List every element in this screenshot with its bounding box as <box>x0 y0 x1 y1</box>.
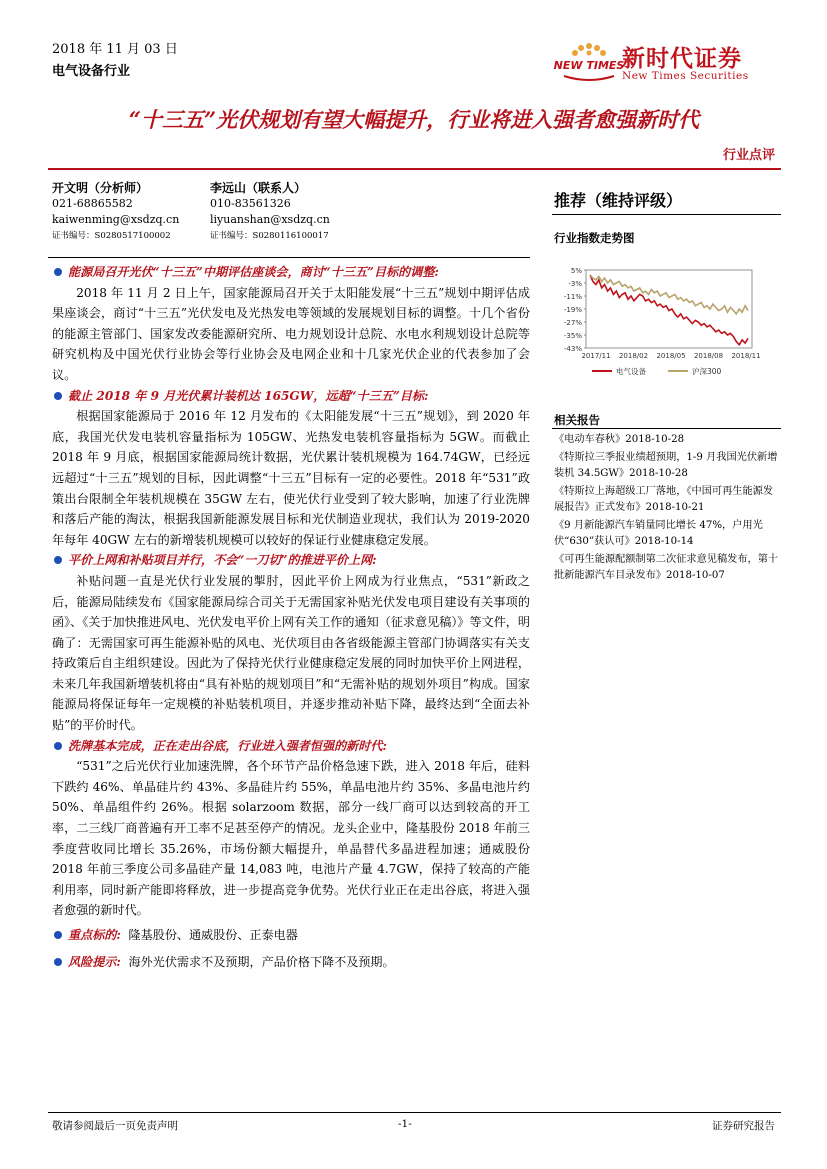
risk-warning-value: 海外光伏需求不及预期，产品价格下降不及预期。 <box>128 954 395 969</box>
y-tick-label: -11% <box>563 293 582 301</box>
logo-cn-text: 新时代证券 <box>622 46 742 72</box>
rating-label: 推荐（维持评级） <box>554 191 683 210</box>
section-paragraph: 补贴问题一直是光伏行业发展的掣肘，因此平价上网成为行业焦点，“531”新政之后，能源局陆续发布《国家能源局综合司关于无需国家补贴光伏发电项目建设有关事项的函》、《关于加快推进风电、光伏发电平价上网有关工作的通知（征求意见稿）》等文件，明确了：无需国家可再生能源补贴的风电、光伏项目由各省级能源主管部门协调落实有关支持政策后自主组织建设。因此为了保持光伏行业健康稳定发展的同时加快平价上网进程，未来几年我国新增装机将由“具有补贴的规划项目”和“无需补贴的规划外项目”构成。国家能源局将保证每年一定规模的补贴装机项目，并逐步推动补贴下降，最终达到“全面去补贴”的平价时代。 <box>52 573 530 733</box>
bullet-icon <box>54 931 62 939</box>
related-reports-title: 相关报告 <box>554 413 600 427</box>
related-reports-list <box>554 432 780 586</box>
bullet-icon <box>54 742 62 750</box>
section-paragraph: 2018 年 11 月 2 日上午，国家能源局召开关于太阳能发展“十三五”规划中期评估成果座谈会，商讨“十三五”光伏发电及光热发电等领域的发展规划目标的调整。十几个省份的能源主管部门、国家发改委能源研究所、电力规划设计总院、水电水利规划设计总院等研究机构及中国光伏行业协会等行业协会及电网企业和十几家光伏企业的代表参加了会议。 <box>52 285 530 382</box>
bullet-icon <box>54 958 62 966</box>
related-report-item[interactable]: 《电动车春秋》2018-10-28 <box>554 434 685 445</box>
legend-label: 电气设备 <box>616 367 646 376</box>
y-tick-label: -43% <box>563 345 582 353</box>
related-report-item[interactable]: 《可再生能源配额制第二次征求意见稿发布，第十批新能源汽车目录发布》2018-10-07 <box>554 554 779 581</box>
analyst-cert: 证书编号：S0280517100002 <box>52 231 171 241</box>
report-body <box>52 262 530 972</box>
bullet-icon <box>54 556 62 564</box>
section-heading-text: 洗牌基本完成，正在走出谷底，行业进入强者恒强的新时代: <box>68 738 387 753</box>
analyst-1 <box>52 180 179 244</box>
section-heading <box>52 262 530 283</box>
analyst-2 <box>210 180 330 244</box>
section-heading-text: 能源局召开光伏“十三五”中期评估座谈会，商讨“十三五”目标的调整: <box>68 265 439 279</box>
x-tick-label: 2017/11 <box>581 352 611 360</box>
analyst-name: 李远山（联系人） <box>210 181 307 195</box>
report-date: 2018 年 11 月 03 日 <box>52 42 178 57</box>
x-tick-label: 2018/02 <box>618 352 649 360</box>
y-tick-label: -27% <box>563 319 582 327</box>
analyst-phone: 010-83561326 <box>210 197 291 210</box>
bullet-icon <box>54 268 62 276</box>
index-chart <box>552 262 782 390</box>
industry-label: 电气设备行业 <box>52 64 131 79</box>
key-stocks-label: 重点标的: <box>68 928 121 942</box>
chart-title: 行业指数走势图 <box>554 231 635 245</box>
title-divider <box>48 168 781 170</box>
bullet-icon <box>54 392 62 400</box>
y-tick-label: -35% <box>563 332 582 340</box>
y-tick-label: 5% <box>570 267 582 275</box>
section-heading <box>52 386 530 407</box>
report-title: “十三五”光伏规划有望大幅提升，行业将进入强者愈强新时代 <box>128 107 700 132</box>
section-heading <box>52 550 530 571</box>
related-report-item[interactable]: 《特斯拉三季报业绩超预期，1-9 月我国光伏新增装机 34.5GW》2018-10-28 <box>554 452 778 479</box>
index-chart-svg <box>552 262 782 390</box>
analyst-name: 开文明（分析师） <box>52 181 149 195</box>
risk-warning <box>52 952 530 973</box>
section-paragraph: 根据国家能源局于 2016 年 12 月发布的《太阳能发展“十三五”规划》，到 2020 年底，我国光伏发电装机容量指标为 105GW、光热发电装机容量指标为 5GW。而截止 2018 年 9 月底，根据国家能源局统计数据，光伏累计装机规模为 164.74GW，已经远远超过“十三五”规划的目标，因此调整“十三五”目标有一定的必要性。2018 年“531”政策出台限制全年装机规模在 35GW 左右，使光伏行业受到了较大影响，加速了行业洗牌和落后产能的淘汰，根据我国新能源发展目标和光伏制造业现状，我们认为 2019-2020 年每年 40GW 左右的新增装机规模可以较好的保证行业健康稳定发展。 <box>52 409 530 547</box>
footer-doc-type: 证券研究报告 <box>712 1120 775 1132</box>
x-tick-label: 2018/05 <box>656 352 686 360</box>
footer-disclaimer[interactable]: 敬请参阅最后一页免责声明 <box>52 1120 178 1132</box>
series-line-electrical-equipment <box>590 275 748 345</box>
risk-warning-label: 风险提示: <box>68 954 121 969</box>
section-heading <box>52 736 530 757</box>
legend-label: 沪深300 <box>692 367 722 376</box>
footer-divider <box>48 1112 781 1113</box>
analyst-cert: 证书编号：S0280116100017 <box>210 231 329 241</box>
rating-divider <box>552 214 781 215</box>
x-tick-label: 2018/11 <box>731 352 761 360</box>
related-reports-divider <box>552 428 781 429</box>
x-tick-label: 2018/08 <box>693 352 724 360</box>
page-number: -1- <box>398 1118 412 1130</box>
y-tick-label: -19% <box>563 306 582 314</box>
key-stocks <box>52 925 530 946</box>
logo-mark-icon <box>553 38 625 88</box>
section-paragraph: “531”之后光伏行业加速洗牌，各个环节产品价格急速下跌，进入 2018 年后，硅料下跌约 46%、单晶硅片约 43%、多晶硅片约 55%，单晶电池片约 35%、多晶电池片约 50%、单晶组件约 26%。根据 solarzoom 数据，部分一线厂商可以达到较高的开工率，二三线厂商普遍有开工率不足甚至停产的情况。龙头企业中，隆基股份 2018 年前三季度营收同比增长 35.26%，市场份额大幅提升，单晶替代多晶进程加速；通威股份 2018 年前三季度公司多晶硅产量 14,083 吨，电池片产量 4.7GW，保持了较高的产能利用率，同时新产能即将释放，进一步提高竞争优势。光伏行业正在走出谷底，将进入强者愈强的新时代。 <box>52 759 530 918</box>
section-heading-text: 平价上网和补贴项目并行，不会“一刀切”的推进平价上网: <box>68 553 377 568</box>
y-tick-label: -3% <box>568 280 582 288</box>
analyst-email[interactable]: kaiwenming@xsdzq.cn <box>52 213 180 226</box>
logo-mark-text: NEW TIMES <box>553 59 625 72</box>
related-report-item[interactable]: 《特斯拉上海超级工厂落地，《中国可再生能源发展报告》正式发布》2018-10-21 <box>554 486 774 513</box>
analyst-divider <box>48 257 530 258</box>
related-report-item[interactable]: 《9 月新能源汽车销量同比增长 47%，户用光伏“630”获认可》2018-10-14 <box>554 520 763 547</box>
key-stocks-value: 隆基股份、通威股份、正泰电器 <box>128 928 298 942</box>
company-logo <box>553 38 778 88</box>
doc-type-label: 行业点评 <box>722 148 775 163</box>
logo-en-text: New Times Securities <box>622 70 749 82</box>
analyst-email[interactable]: liyuanshan@xsdzq.cn <box>210 213 330 226</box>
analyst-phone: 021-68865582 <box>52 197 133 210</box>
section-heading-text: 截止 2018 年 9 月光伏累计装机达 165GW，远超“十三五”目标: <box>68 388 429 403</box>
